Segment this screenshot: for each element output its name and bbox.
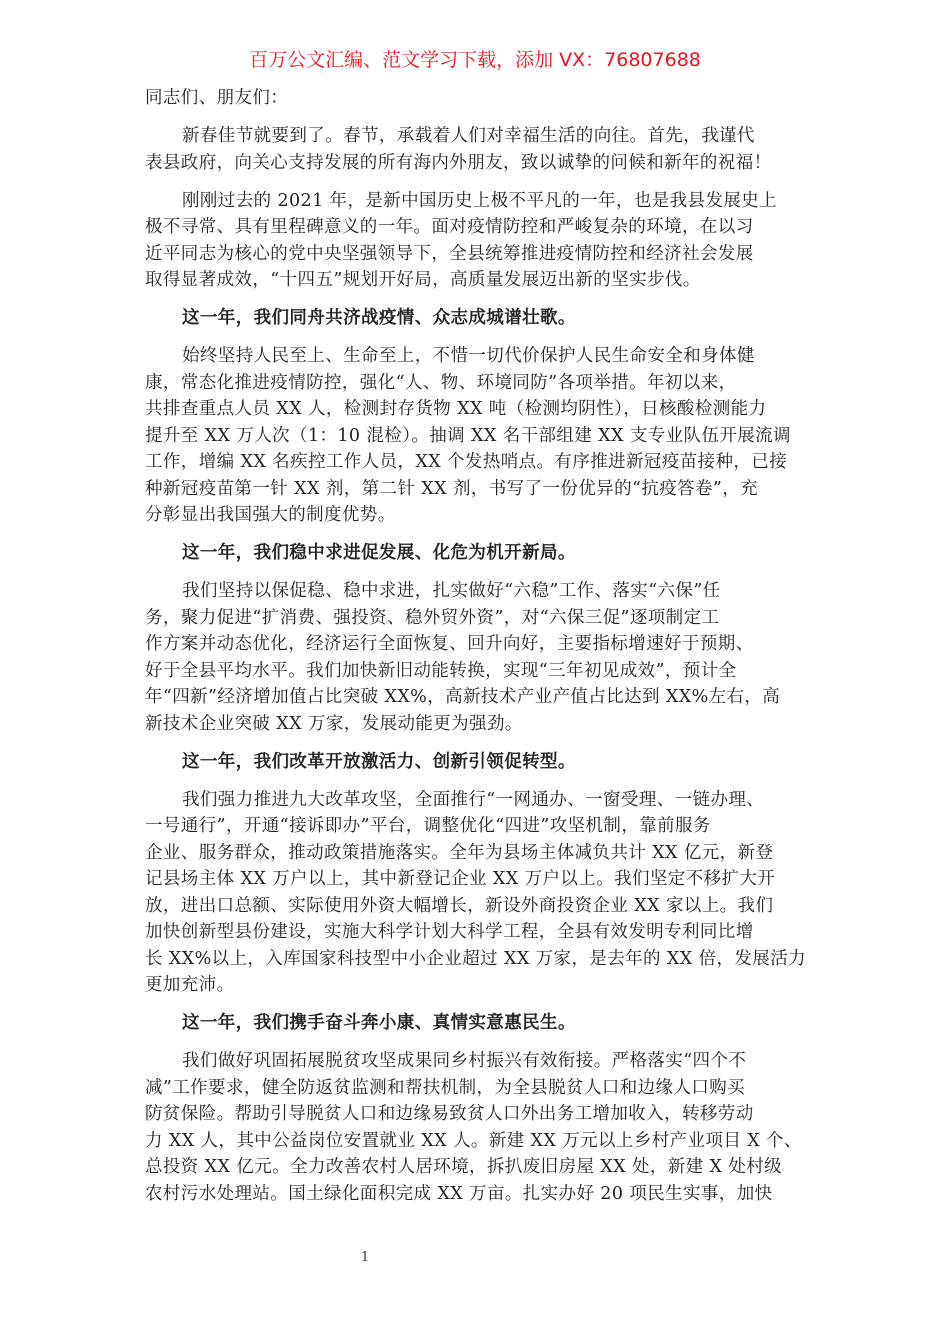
section-heading [145,305,810,332]
text-line: 放，进出口总额、实际使用外资大幅增长，新设外商投资企业 XX 家以上。我们 [145,895,774,916]
text-line: 这一年，我们同舟共济战疫情、众志成城谱壮歌。 [182,308,576,328]
text-line: 更加充沛。 [145,975,235,995]
text-line: 我们做好巩固拓展脱贫攻坚成果同乡村振兴有效衔接。严格落实“四个不 [182,1051,747,1071]
paragraph [145,123,810,176]
paragraph [145,1048,810,1207]
text-line: 防贫保险。帮助引导脱贫人口和边缘易致贫人口外出务工增加收入，转移劳动 [145,1104,754,1124]
text-line: 一号通行”，开通“接诉即办”平台，调整优化“四进”攻坚机制，靠前服务 [145,816,711,836]
text-line: 这一年，我们稳中求进促发展、化危为机开新局。 [182,543,576,563]
text-line: 年“四新”经济增加值占比突破 XX%，高新技术产业产值占比达到 XX%左右，高 [145,687,781,707]
text-line: 分彰显出我国强大的制度优势。 [145,505,396,525]
text-line: 取得显著成效，“十四五”规划开好局，高质量发展迈出新的坚实步伐。 [145,270,701,290]
text-line: 我们坚持以保促稳、稳中求进，扎实做好“六稳”工作、落实“六保”任 [182,581,721,601]
text-line: 作方案并动态优化，经济运行全面恢复、回升向好，主要指标增速好于预期、 [145,634,754,654]
text-line: 种新冠疫苗第一针 XX 剂，第二针 XX 剂，书写了一份优异的“抗疫答卷”，充 [145,478,759,499]
text-line: 务，聚力促进“扩消费、强投资、稳外贸外资”，对“六保三促”逐项制定工 [145,607,720,628]
text-line: 力 XX 人，其中公益岗位安置就业 XX 人。新建 XX 万元以上乡村产业项目 X 个、 [145,1130,802,1151]
paragraph [145,343,810,529]
text-line: 极不寻常、具有里程碑意义的一年。面对疫情防控和严峻复杂的环境，在以习 [145,217,754,237]
text-line: 同志们、朋友们： [145,88,289,108]
text-line: 始终坚持人民至上、生命至上，不惜一切代价保护人民生命安全和身体健 [182,346,755,366]
section-heading [145,1010,810,1037]
text-line: 这一年，我们携手奋斗奔小康、真情实意惠民生。 [182,1013,576,1033]
text-line: 好于全县平均水平。我们加快新旧动能转换，实现“三年初见成效”，预计全 [145,660,737,681]
text-line: 新春佳节就要到了。春节，承载着人们对幸福生活的向往。首先，我谨代 [182,126,755,146]
text-line: 共排查重点人员 XX 人，检测封存货物 XX 吨（检测均阴性），日核酸检测能力 [145,399,767,419]
text-line: 我们强力推进九大改革攻坚，全面推行“一网通办、一窗受理、一链办理、 [182,789,765,810]
paragraph [145,787,810,999]
salutation [145,85,810,112]
document-body [145,85,810,1219]
text-line: 减”工作要求，健全防返贫监测和帮扶机制，为全县脱贫人口和边缘人口购买 [145,1077,746,1098]
text-line: 加快创新型县份建设，实施大科学计划大科学工程，全县有效发明专利同比增 [145,922,754,942]
text-line: 农村污水处理站。国土绿化面积完成 XX 万亩。扎实办好 20 项民生实事，加快 [145,1183,773,1204]
text-line: 记县场主体 XX 万户以上，其中新登记企业 XX 万户以上。我们坚定不移扩大开 [145,869,776,889]
page-number: 1 [360,1250,370,1265]
text-line: 刚刚过去的 2021 年，是新中国历史上极不平凡的一年，也是我县发展史上 [182,190,778,211]
text-line: 近平同志为核心的党中央坚强领导下，全县统筹推进疫情防控和经济社会发展 [145,243,754,264]
text-line: 新技术企业突破 XX 万家，发展动能更为强劲。 [145,713,523,734]
text-line: 康，常态化推进疫情防控，强化“人、物、环境同防”各项举措。年初以来， [145,372,737,393]
text-line: 表县政府，向关心支持发展的所有海内外朋友，致以诚挚的问候和新年的祝福！ [145,152,772,173]
text-line: 工作，增编 XX 名疾控工作人员，XX 个发热哨点。有序推进新冠疫苗接种，已接 [145,452,788,472]
text-line: 提升至 XX 万人次（1：10 混检）。抽调 XX 名干部组建 XX 支专业队伍开展流调 [145,425,791,446]
section-heading [145,749,810,776]
section-heading [145,540,810,567]
paragraph [145,578,810,737]
text-line: 这一年，我们改革开放激活力、创新引领促转型。 [182,751,576,772]
text-line: 长 XX%以上，入库国家科技型中小企业超过 XX 万家，是去年的 XX 倍，发展活力 [145,948,806,969]
paragraph [145,188,810,294]
watermark-banner: 百万公文汇编、范文学习下载，添加 VX：76807688 [249,49,701,71]
text-line: 总投资 XX 亿元。全力改善农村人居环境，拆扒废旧房屋 XX 处，新建 X 处村级 [145,1157,783,1177]
text-line: 企业、服务群众，推动政策措施落实。全年为县场主体减负共计 XX 亿元，新登 [145,842,774,863]
